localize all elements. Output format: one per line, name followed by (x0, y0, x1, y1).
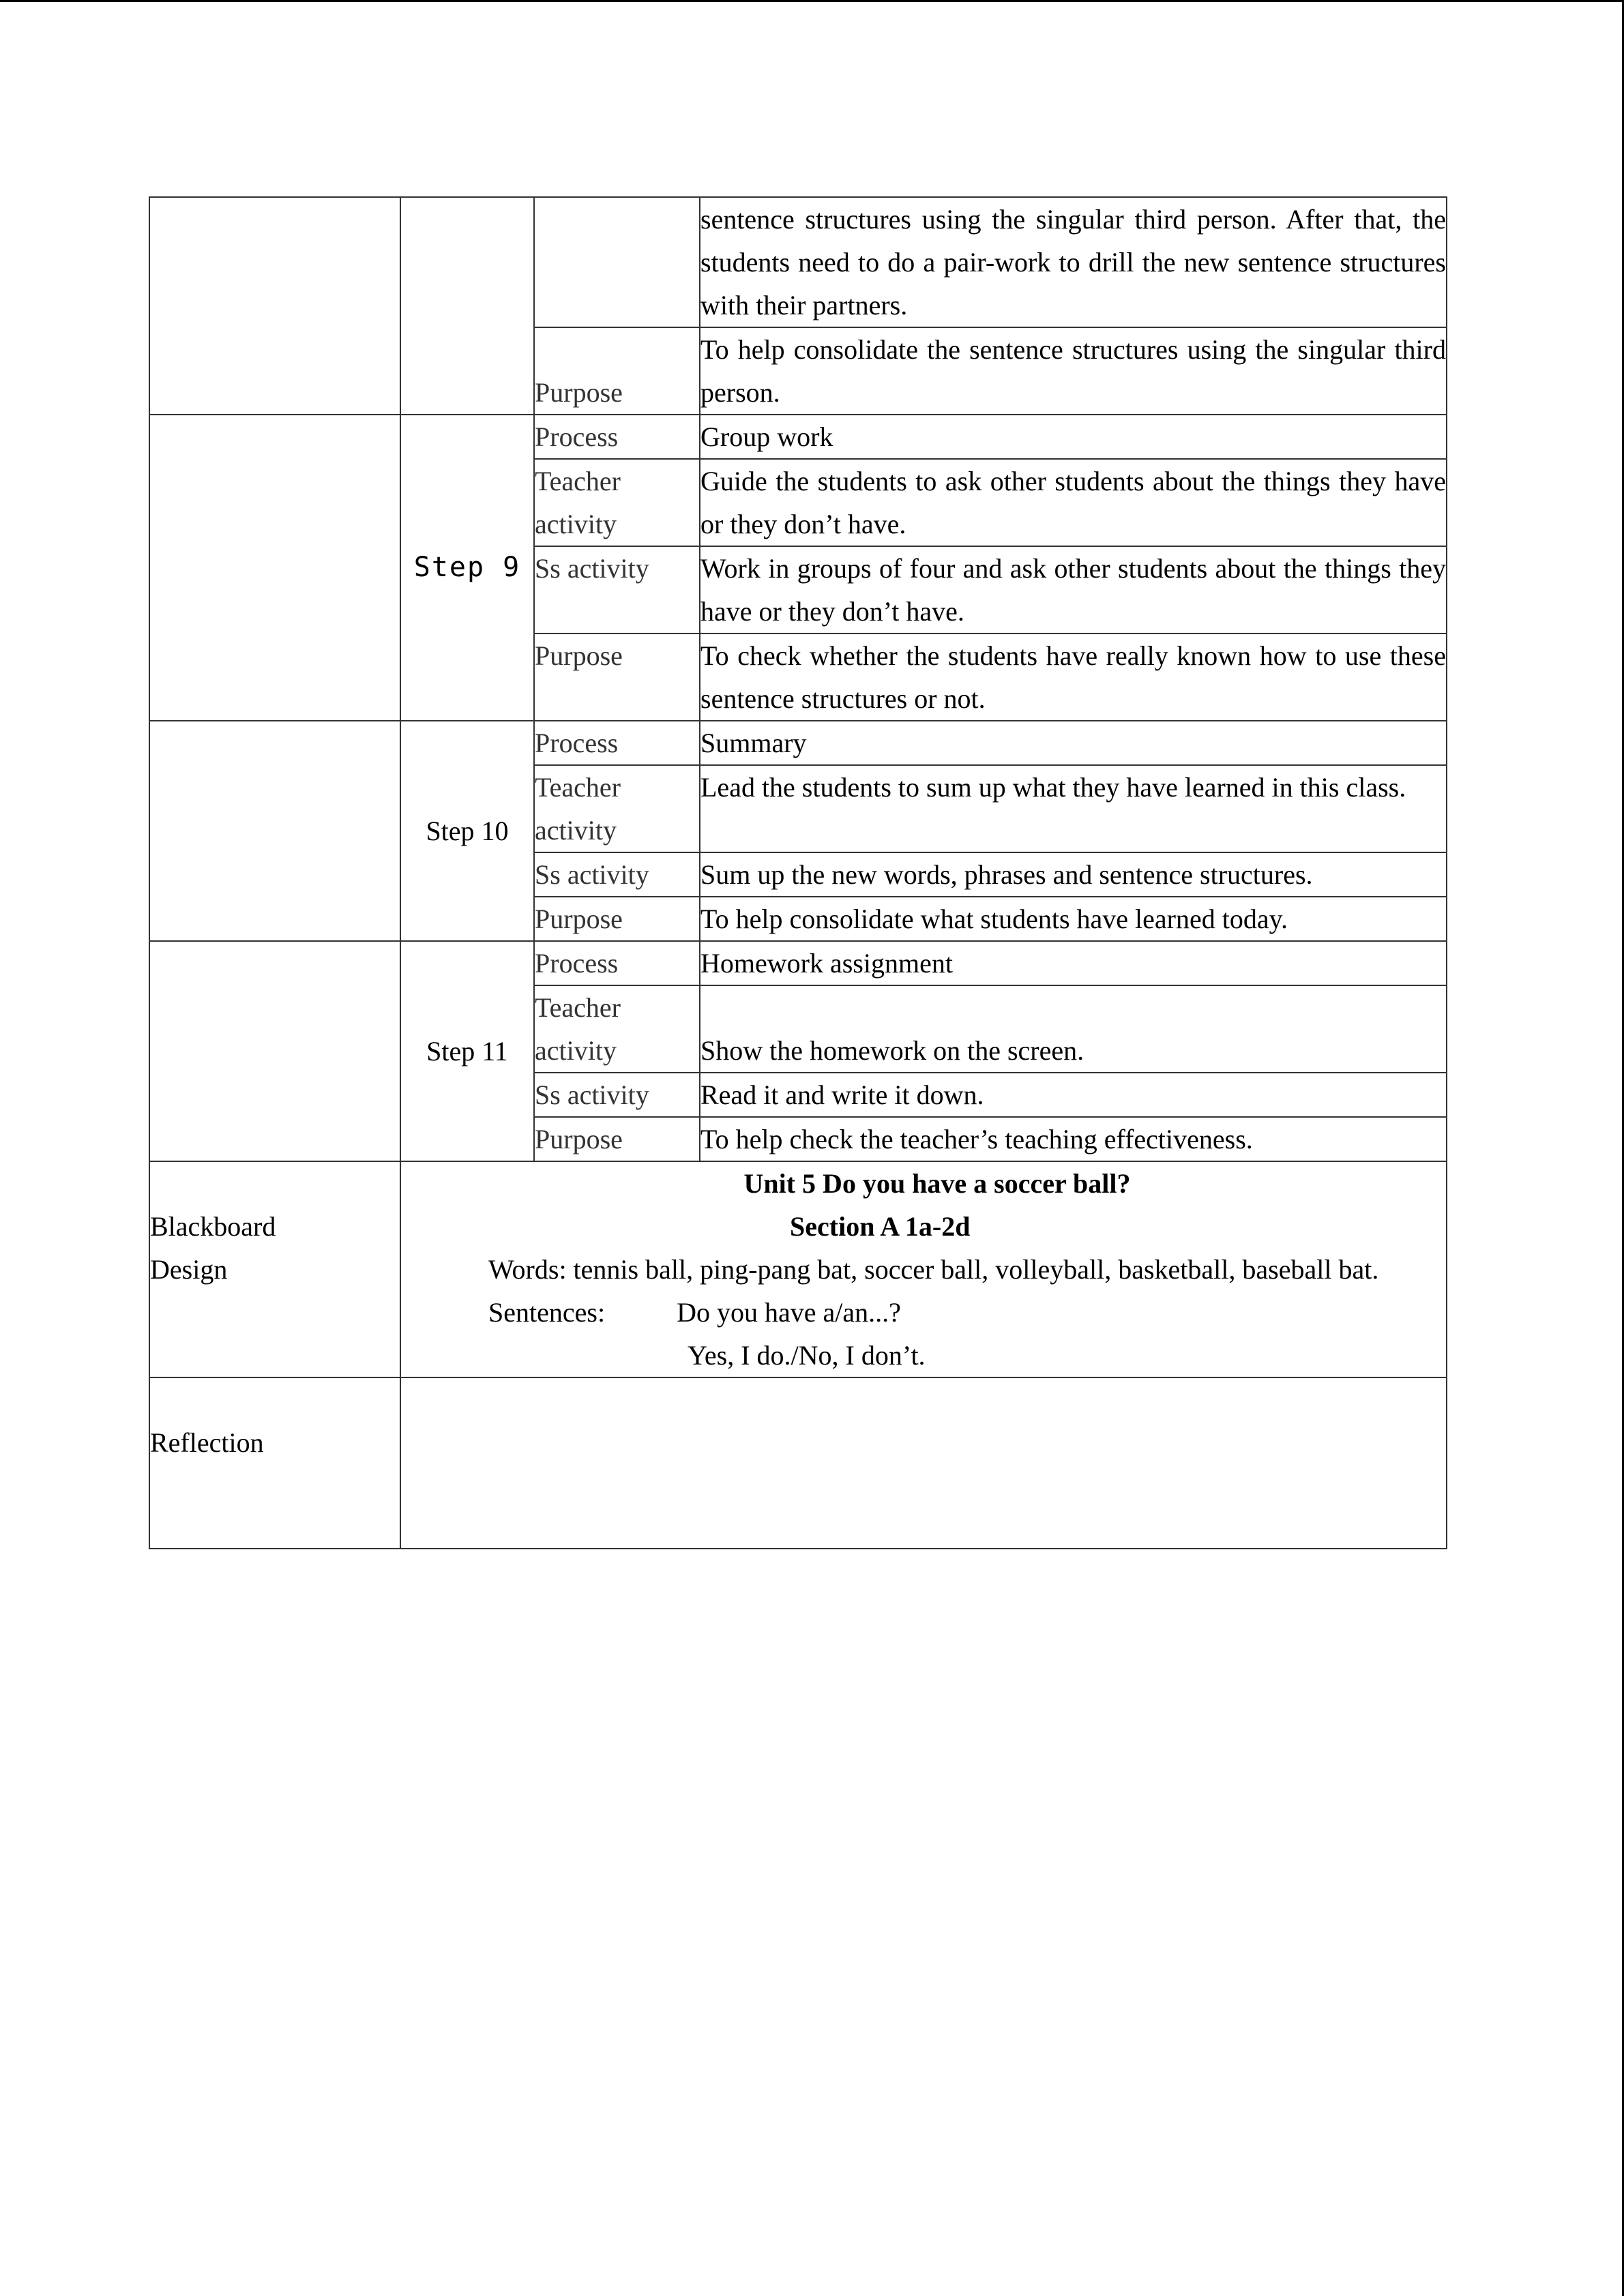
blackboard-design-label (149, 1161, 400, 1377)
table-row (149, 415, 1447, 459)
page-top-border (0, 0, 1624, 2)
phase-cell (149, 721, 400, 941)
blackboard-sentences (401, 1291, 1446, 1334)
ss-activity-label: Ss activity (534, 546, 700, 633)
blackboard-design-label-text: Blackboard Design (150, 1211, 276, 1285)
purpose-label: Purpose (534, 897, 700, 941)
purpose-label: Purpose (534, 327, 700, 415)
teacher-activity-label: Teacher activity (534, 765, 700, 852)
blackboard-title: Unit 5 Do you have a soccer ball? (743, 1168, 1131, 1199)
reflection-content (400, 1377, 1447, 1549)
phase-cell (149, 941, 400, 1161)
process-label: Process (534, 721, 700, 765)
ss-activity-text: Read it and write it down. (700, 1073, 1447, 1117)
phase-cell (149, 415, 400, 721)
sentence-2: Yes, I do./No, I don’t. (688, 1340, 926, 1371)
purpose-text: To check whether the students have really known how to use these sentence structures or not. (700, 633, 1447, 721)
purpose-label: Purpose (534, 1117, 700, 1161)
table-row (149, 1377, 1447, 1549)
step-9-label: Step 9 (400, 415, 534, 721)
blackboard-words: Words: tennis ball, ping-pang bat, soccer ball, volleyball, basketball, baseball bat. (488, 1254, 1379, 1285)
step-10-label: Step 10 (400, 721, 534, 941)
table-row (149, 721, 1447, 765)
sentences-label: Sentences: (488, 1297, 606, 1328)
ss-activity-continued-text: sentence structures using the singular third person. After that, the students need to do a pair-work to drill the new sentence structures with their partners. (700, 197, 1447, 327)
blackboard-section: Section A 1a-2d (790, 1211, 971, 1242)
sentence-1: Do you have a/an...? (677, 1297, 901, 1328)
process-text: Summary (700, 721, 1447, 765)
teacher-activity-text: Lead the students to sum up what they have learned in this class. (700, 765, 1447, 852)
table-row (149, 197, 1447, 327)
process-text: Group work (700, 415, 1447, 459)
table-row (149, 1161, 1447, 1377)
phase-cell (149, 197, 400, 415)
purpose-text: To help check the teacher’s teaching effectiveness. (700, 1117, 1447, 1161)
teacher-activity-label: Teacher activity (534, 985, 700, 1073)
lesson-plan-table (149, 196, 1447, 1549)
process-text: Homework assignment (700, 941, 1447, 985)
ss-activity-label: Ss activity (534, 852, 700, 897)
reflection-label: Reflection (149, 1377, 400, 1549)
blackboard-design-content (400, 1161, 1447, 1377)
step-cell (400, 197, 534, 415)
ss-activity-text: Work in groups of four and ask other students about the things they have or they don’t have. (700, 546, 1447, 633)
purpose-text: To help consolidate the sentence structures using the singular third person. (700, 327, 1447, 415)
teacher-activity-label: Teacher activity (534, 459, 700, 546)
purpose-text: To help consolidate what students have learned today. (700, 897, 1447, 941)
ss-activity-text: Sum up the new words, phrases and sentence structures. (700, 852, 1447, 897)
step-11-label: Step 11 (400, 941, 534, 1161)
table-row (149, 941, 1447, 985)
process-label: Process (534, 941, 700, 985)
ss-activity-label: Ss activity (534, 1073, 700, 1117)
teacher-activity-text: Guide the students to ask other students about the things they have or they don’t have. (700, 459, 1447, 546)
label-cell (534, 197, 700, 327)
purpose-label: Purpose (534, 633, 700, 721)
teacher-activity-text: Show the homework on the screen. (700, 985, 1447, 1073)
process-label: Process (534, 415, 700, 459)
